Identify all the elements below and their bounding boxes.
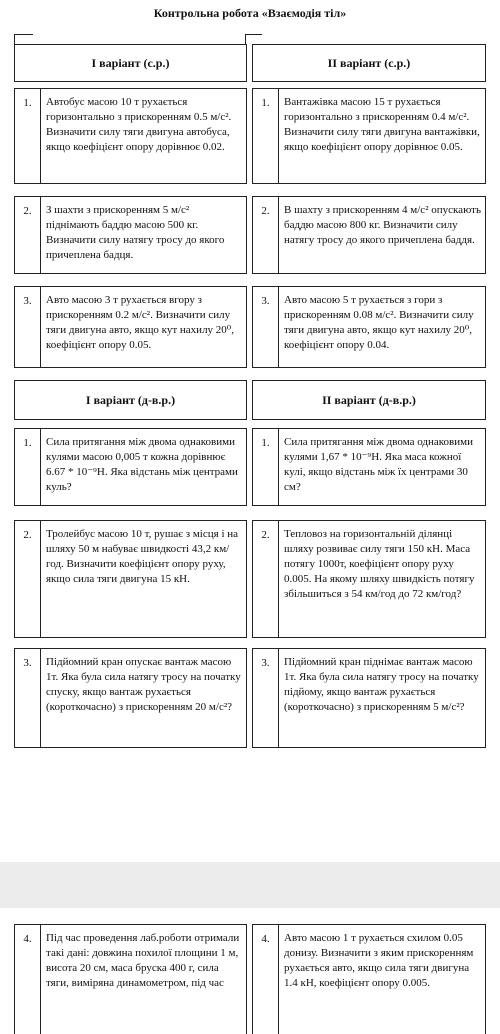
header-variant-1-sr: І варіант (с.р.) [14, 44, 247, 82]
task-cell [252, 520, 486, 638]
header-variant-2-sr: ІІ варіант (с.р.) [252, 44, 486, 82]
task-number: 2. [253, 521, 279, 637]
task-number: 2. [15, 197, 41, 273]
task-text: Авто масою 1 т рухається схилом 0.05 донизу. Визначити з яким прискоренням рухається авто, якщо сила тяги двигуна 1.4 кН, коефіцієнт опору 0.005. [284, 932, 474, 989]
task-text: Підйомний кран піднімає вантаж масою 1т. Яка була сила натягу тросу на початку підйому, якщо вантаж рухається (короткочасно) з прискоренням 5 м/с²? [284, 656, 479, 713]
task-number: 2. [253, 197, 279, 273]
task-cell [252, 286, 486, 368]
task-cell [252, 924, 486, 1034]
task-number: 2. [15, 521, 41, 637]
task-cell [14, 88, 247, 184]
task-number: 3. [253, 649, 279, 747]
task-text: Тепловоз на горизонтальній ділянці шляху розвиває силу тяги 150 кН. Маса потягу 1000т, коефіцієнт опору руху 0.005. На якому шляху швидкість потягу збільшиться з 54 км/год до 72 км/год? [284, 528, 475, 600]
task-cell [14, 924, 247, 1034]
task-number: 3. [15, 649, 41, 747]
task-text: Підйомний кран опускає вантаж масою 1т. Яка була сила натягу тросу на початку спуску, якщо вантаж рухається (короткочасно) з прискоренням 20 м/с²? [46, 656, 241, 713]
page-break-gap [0, 862, 500, 908]
section-sr [0, 44, 500, 374]
task-number: 1. [253, 89, 279, 183]
task-text: Тролейбус масою 10 т, рушає з місця і на шляху 50 м набуває швидкості 43,2 км/год. Визначити коефіцієнт опору руху, якщо сила тяги двигуна 15 кН. [46, 528, 239, 585]
task-number: 3. [15, 287, 41, 367]
task-cell [14, 286, 247, 368]
task-text: З шахти з прискоренням 5 м/с² піднімають баддю масою 500 кг. Визначити силу натягу тросу до якого причеплена бадця. [46, 204, 225, 261]
header-variant-2-dvr: ІІ варіант (д-в.р.) [252, 380, 486, 420]
task-text: Сила притягання між двома однаковими кулями 1,67 * 10⁻⁹Н. Яка маса кожної кулі, якщо відстань між їх центрами 30 см? [284, 436, 473, 493]
task-text: Вантажівка масою 15 т рухається горизонтально з прискоренням 0.4 м/с². Визначити силу тяги двигуна вантажівки, якщо коефіцієнт опору дорівнює 0.05. [284, 96, 480, 153]
section-page-2 [0, 916, 500, 1023]
task-text: Автобус масою 10 т рухається горизонтально з прискоренням 0.5 м/с². Визначити силу тяги двигуна автобуса, якщо коефіцієнт опору дорівнює 0.02. [46, 96, 232, 153]
task-text: В шахту з прискоренням 4 м/с² опускають баддю масою 800 кг. Визначити силу натягу тросу до якого причеплена баддя. [284, 204, 481, 246]
task-cell [14, 520, 247, 638]
task-number: 1. [15, 429, 41, 505]
task-number: 1. [15, 89, 41, 183]
header-variant-1-dvr: І варіант (д-в.р.) [14, 380, 247, 420]
task-cell [252, 648, 486, 748]
task-number: 4. [253, 925, 279, 1034]
task-cell [252, 196, 486, 274]
task-text: Авто масою 3 т рухається вгору з прискоренням 0.2 м/с². Визначити силу тяги двигуна авто, якщо кут нахилу 20⁰, коефіцієнт опору 0.05. [46, 294, 234, 351]
task-cell [252, 88, 486, 184]
task-cell [14, 196, 247, 274]
task-number: 1. [253, 429, 279, 505]
page-title: Контрольна робота «Взаємодія тіл» [153, 6, 347, 20]
task-text: Сила притягання між двома однаковими кулями масою 0,005 т кожна дорівнює 6.67 * 10⁻⁹Н. Яка відстань між центрами куль? [46, 436, 238, 493]
task-cell [252, 428, 486, 506]
section-dvr [0, 380, 500, 760]
task-cell [14, 428, 247, 506]
task-number: 3. [253, 287, 279, 367]
task-text: Авто масою 5 т рухається з гори з прискоренням 0.08 м/с². Визначити силу тяги двигуна авто, якщо кут нахилу 20⁰, коефіцієнт опору 0.04. [284, 294, 474, 351]
task-number: 4. [15, 925, 41, 1034]
task-cell [14, 648, 247, 748]
task-text: Під час проведення лаб.роботи отримали такі дані: довжина похилої площини 1 м, висота 20 см, маса бруска 400 г, сила тяги, виміряна динамометром, під час [46, 932, 240, 989]
